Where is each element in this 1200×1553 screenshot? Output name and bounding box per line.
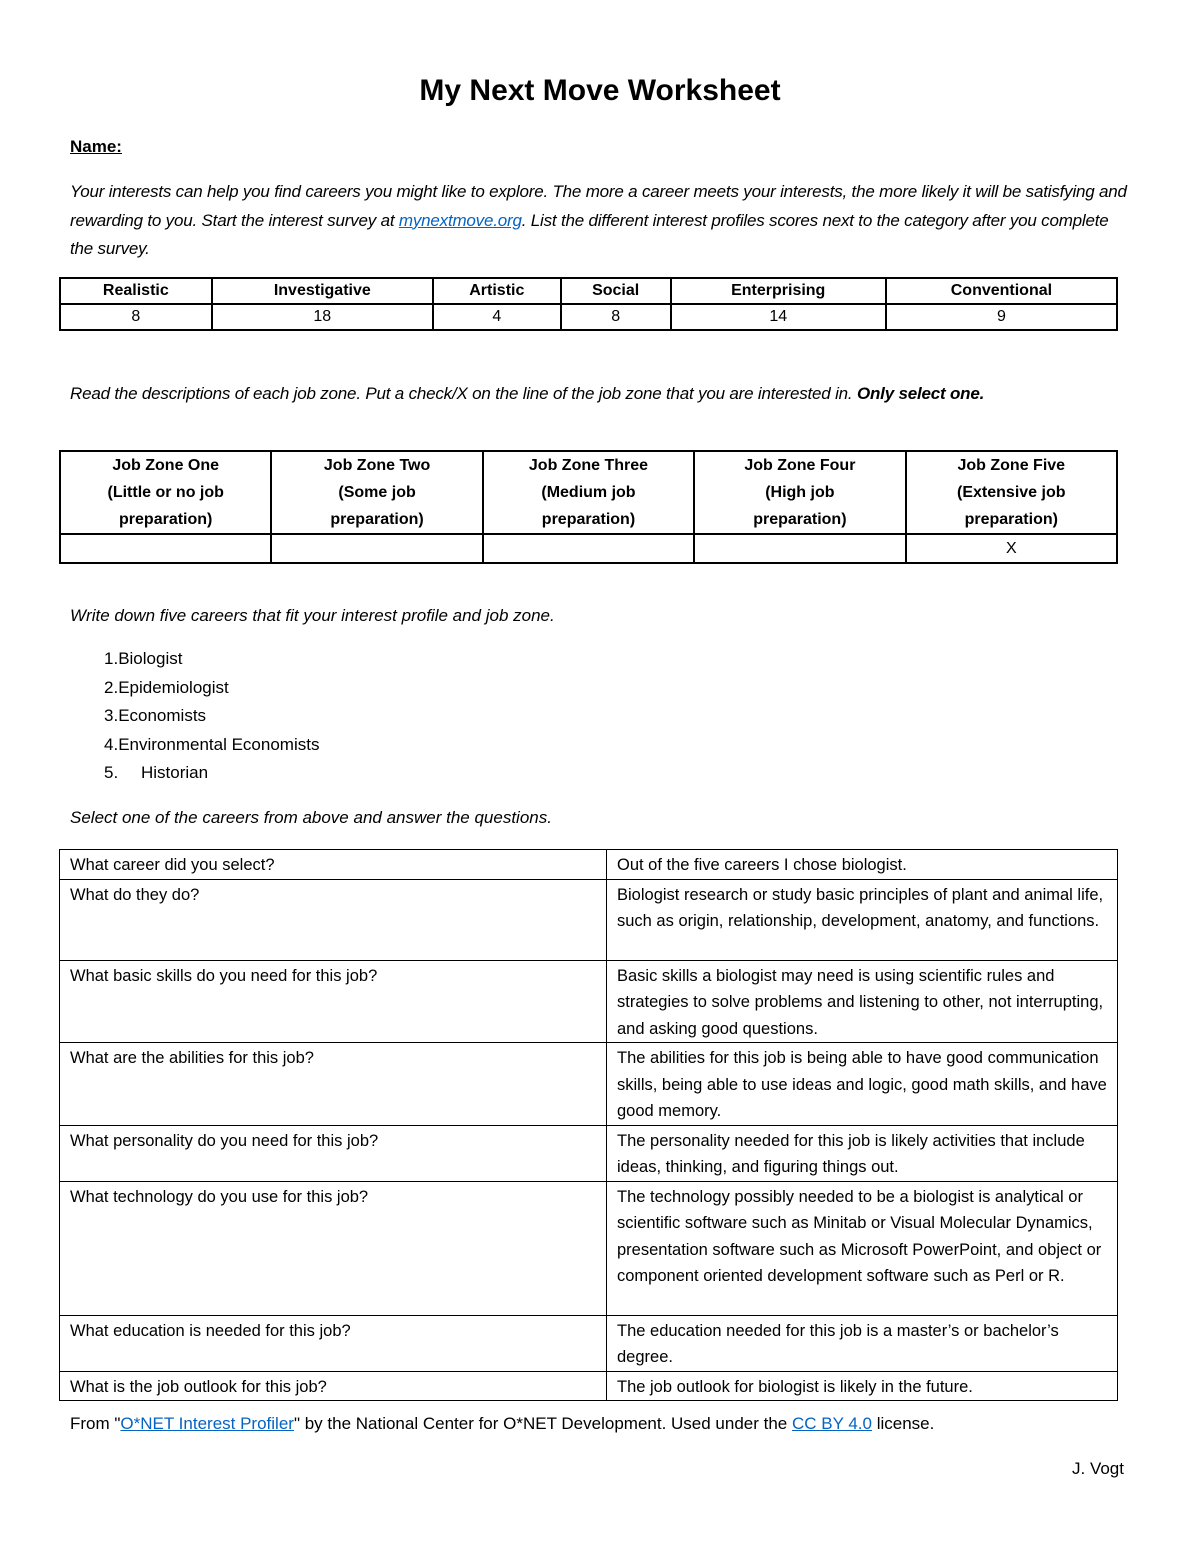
qa-row — [60, 1315, 1118, 1371]
qa-answer: The abilities for this job is being able to have good communication skills, being able to use ideas and logic, good math skills, and have good memory. — [607, 1043, 1118, 1126]
footer-text: license. — [872, 1414, 935, 1433]
score-header: Artistic — [433, 278, 561, 304]
score-value: 14 — [671, 304, 886, 330]
qa-question: What personality do you need for this job? — [60, 1125, 607, 1181]
career-number: 1. — [104, 649, 119, 668]
score-header: Social — [561, 278, 671, 304]
job-zone-selection[interactable] — [271, 534, 482, 563]
qa-answer: Biologist research or study basic principles of plant and animal life, such as origin, relationship, development, anatomy, and functions. — [607, 879, 1118, 960]
career-number: 5. — [104, 763, 119, 782]
job-zone-selection[interactable] — [483, 534, 694, 563]
career-qa-table — [59, 849, 1118, 1401]
job-zone-header — [694, 451, 905, 534]
careers-instructions: Write down five careers that fit your interest profile and job zone. — [70, 606, 555, 625]
qa-row — [60, 1371, 1118, 1401]
score-value: 18 — [212, 304, 433, 330]
score-value: 9 — [886, 304, 1117, 330]
job-zone-description: (High job preparation) — [753, 484, 847, 528]
onet-profiler-link[interactable]: O*NET Interest Profiler — [120, 1414, 294, 1433]
intro-paragraph — [70, 178, 1130, 264]
career-name: Environmental Economists — [118, 734, 320, 754]
qa-row — [60, 1043, 1118, 1126]
qa-question: What basic skills do you need for this job? — [60, 960, 607, 1043]
job-zone-instructions — [70, 379, 1110, 408]
career-name: Historian — [141, 763, 209, 782]
career-number: 4. — [104, 734, 119, 754]
footer-text: " by the National Center for O*NET Development. Used under the — [293, 1414, 792, 1433]
career-item — [104, 706, 319, 735]
qa-question: What do they do? — [60, 879, 607, 960]
score-value: 4 — [433, 304, 561, 330]
intro-text: Your interests can help you find careers you might like to explore. The more a career meets your interests, the more likely it will be satisfying and rewarding to you. Start the interest survey at — [70, 182, 1127, 230]
job-zone-description: (Medium job preparation) — [541, 484, 636, 528]
name-label: Name: — [70, 137, 122, 156]
qa-answer: The education needed for this job is a master’s or bachelor’s degree. — [607, 1315, 1118, 1371]
page-title: My Next Move Worksheet — [419, 74, 781, 107]
score-header: Realistic — [60, 278, 212, 304]
job-zone-title: Job Zone One — [112, 457, 220, 474]
career-number: 2. — [104, 677, 119, 697]
career-name: Epidemiologist — [118, 677, 229, 697]
job-zone-title: Job Zone Five — [957, 457, 1066, 474]
career-item — [104, 735, 319, 764]
job-zone-header — [483, 451, 694, 534]
job-zone-header — [906, 451, 1117, 534]
score-header: Investigative — [212, 278, 433, 304]
job-zone-header — [60, 451, 271, 534]
qa-answer: Basic skills a biologist may need is using scientific rules and strategies to solve problems and listening to other, not interrupting, and asking good questions. — [607, 960, 1118, 1043]
instructions-bold: Only select one. — [856, 384, 985, 403]
qa-question: What are the abilities for this job? — [60, 1043, 607, 1126]
careers-list — [104, 649, 319, 792]
mynextmove-link[interactable]: mynextmove.org — [398, 210, 522, 230]
job-zone-header — [271, 451, 482, 534]
qa-question: What is the job outlook for this job? — [60, 1371, 607, 1401]
job-zone-selection[interactable] — [60, 534, 271, 563]
qa-row — [60, 879, 1118, 960]
job-zone-selection[interactable] — [694, 534, 905, 563]
qa-row — [60, 1125, 1118, 1181]
cc-license-link[interactable]: CC BY 4.0 — [791, 1414, 872, 1433]
qa-answer: The job outlook for biologist is likely in the future. — [607, 1371, 1118, 1401]
job-zone-description: (Little or no job preparation) — [107, 484, 224, 528]
career-item — [104, 649, 319, 678]
score-header: Conventional — [886, 278, 1117, 304]
job-zone-title: Job Zone Three — [528, 457, 649, 474]
job-zone-description: (Extensive job preparation) — [957, 484, 1066, 528]
interest-scores-table — [59, 277, 1118, 331]
attribution-footer — [70, 1414, 934, 1434]
career-item — [104, 678, 319, 707]
qa-answer: Out of the five careers I chose biologist. — [607, 850, 1118, 880]
career-name: Economists — [118, 706, 207, 725]
footer-text: From " — [70, 1414, 121, 1433]
qa-question: What technology do you use for this job? — [60, 1181, 607, 1315]
qa-answer: The technology possibly needed to be a biologist is analytical or scientific software such as Minitab or Visual Molecular Dynamics, presentation software such as Microsoft PowerPoint, and object or component oriented development software such as Perl or R. — [607, 1181, 1118, 1315]
qa-row — [60, 1181, 1118, 1315]
job-zone-title: Job Zone Four — [744, 457, 856, 474]
career-number: 3. — [104, 706, 119, 725]
job-zone-description: (Some job preparation) — [330, 484, 424, 528]
qa-row — [60, 850, 1118, 880]
qa-row — [60, 960, 1118, 1043]
qa-instructions: Select one of the careers from above and answer the questions. — [70, 808, 552, 827]
job-zones-table — [59, 450, 1118, 564]
score-header: Enterprising — [671, 278, 886, 304]
qa-question: What career did you select? — [60, 850, 607, 880]
qa-question: What education is needed for this job? — [60, 1315, 607, 1371]
author-name: J. Vogt — [1072, 1459, 1124, 1478]
instructions-text: Read the descriptions of each job zone. Put a check/X on the line of the job zone that you are interested in. — [70, 384, 857, 403]
job-zone-selection[interactable]: X — [906, 534, 1117, 563]
qa-answer: The personality needed for this job is likely activities that include ideas, thinking, and figuring things out. — [607, 1125, 1118, 1181]
score-value: 8 — [561, 304, 671, 330]
intro-text-end: . List the different interest profiles scores next to the category after you complete the survey. — [70, 210, 1109, 258]
score-value: 8 — [60, 304, 212, 330]
career-name: Biologist — [118, 649, 183, 668]
job-zone-title: Job Zone Two — [323, 457, 431, 474]
career-item — [104, 763, 319, 792]
